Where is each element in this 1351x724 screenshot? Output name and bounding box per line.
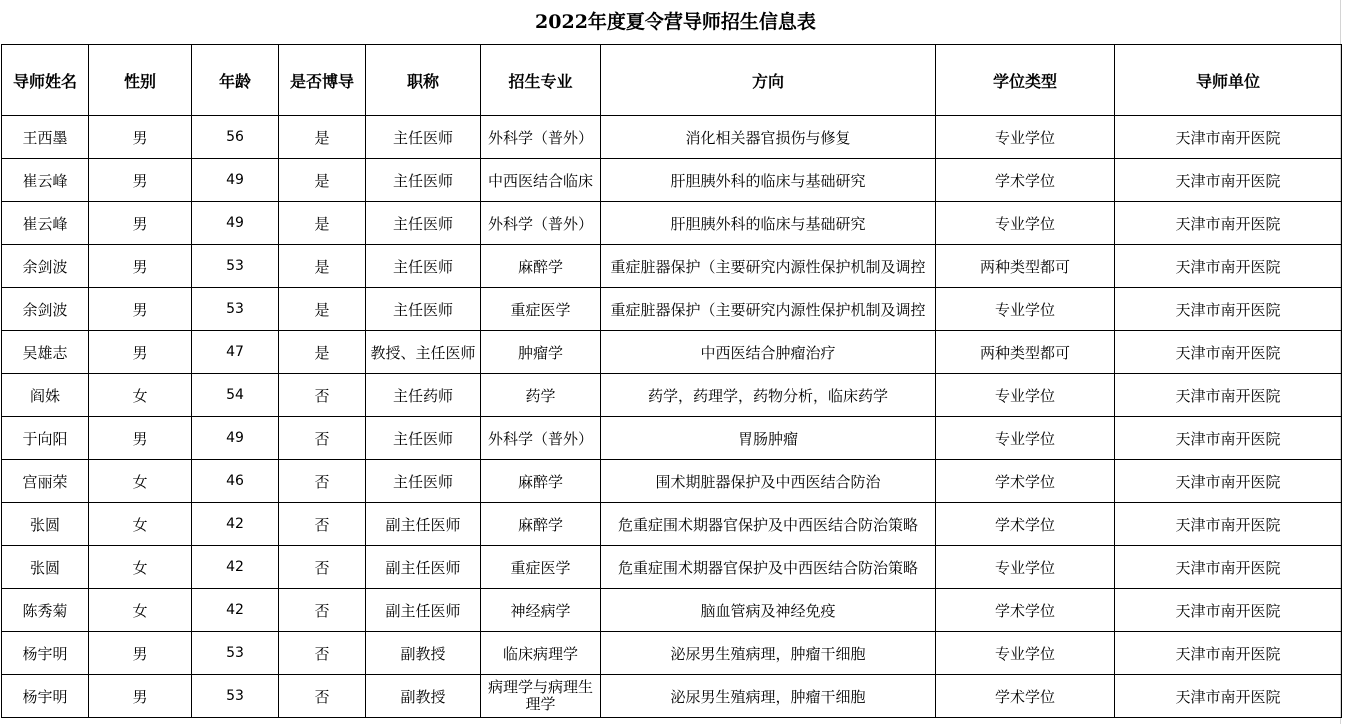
table-row: [2, 202, 1342, 245]
cell-degree-type[interactable]: 学术学位: [936, 675, 1115, 718]
header-major[interactable]: 招生专业: [481, 45, 601, 116]
cell-name[interactable]: 杨宇明: [2, 632, 89, 675]
cell-direction[interactable]: 消化相关器官损伤与修复: [601, 116, 936, 159]
cell-degree-type[interactable]: 专业学位: [936, 288, 1115, 331]
cell-title[interactable]: 主任医师: [366, 460, 481, 503]
cell-age[interactable]: 53: [192, 245, 279, 288]
header-doctoral-supervisor[interactable]: 是否博导: [279, 45, 366, 116]
cell-name[interactable]: 余剑波: [2, 288, 89, 331]
cell-direction[interactable]: 重症脏器保护（主要研究内源性保护机制及调控: [601, 288, 936, 331]
cell-title[interactable]: 教授、主任医师: [366, 331, 481, 374]
header-unit[interactable]: 导师单位: [1115, 45, 1342, 116]
cell-doctoral-supervisor[interactable]: 否: [279, 374, 366, 417]
cell-major[interactable]: 临床病理学: [481, 632, 601, 675]
cell-major[interactable]: 重症医学: [481, 288, 601, 331]
cell-unit[interactable]: 天津市南开医院: [1115, 589, 1342, 632]
cell-gender[interactable]: 女: [89, 503, 192, 546]
cell-name[interactable]: 陈秀菊: [2, 589, 89, 632]
header-row: [2, 45, 1342, 116]
table-row: [2, 589, 1342, 632]
cell-major[interactable]: 麻醉学: [481, 503, 601, 546]
cell-doctoral-supervisor[interactable]: 否: [279, 546, 366, 589]
cell-name[interactable]: 杨宇明: [2, 675, 89, 718]
cell-doctoral-supervisor[interactable]: 是: [279, 202, 366, 245]
header-degree-type[interactable]: 学位类型: [936, 45, 1115, 116]
cell-degree-type[interactable]: 两种类型都可: [936, 331, 1115, 374]
cell-degree-type[interactable]: 学术学位: [936, 460, 1115, 503]
cell-major[interactable]: 神经病学: [481, 589, 601, 632]
cell-direction[interactable]: 危重症围术期器官保护及中西医结合防治策略: [601, 546, 936, 589]
cell-direction[interactable]: 药学，药理学，药物分析，临床药学: [601, 374, 936, 417]
cell-unit[interactable]: 天津市南开医院: [1115, 417, 1342, 460]
cell-unit[interactable]: 天津市南开医院: [1115, 460, 1342, 503]
cell-title[interactable]: 主任医师: [366, 116, 481, 159]
cell-title[interactable]: 副主任医师: [366, 589, 481, 632]
cell-name[interactable]: 于向阳: [2, 417, 89, 460]
cell-name[interactable]: 王西墨: [2, 116, 89, 159]
cell-major[interactable]: 肿瘤学: [481, 331, 601, 374]
cell-direction[interactable]: 中西医结合肿瘤治疗: [601, 331, 936, 374]
cell-unit[interactable]: 天津市南开医院: [1115, 116, 1342, 159]
cell-gender[interactable]: 女: [89, 546, 192, 589]
cell-title[interactable]: 主任医师: [366, 159, 481, 202]
cell-gender[interactable]: 男: [89, 202, 192, 245]
cell-name[interactable]: 宫丽荣: [2, 460, 89, 503]
cell-major[interactable]: 外科学（普外）: [481, 417, 601, 460]
cell-direction[interactable]: 肝胆胰外科的临床与基础研究: [601, 202, 936, 245]
cell-major[interactable]: 病理学与病理生理学: [481, 675, 601, 718]
cell-title[interactable]: 副教授: [366, 632, 481, 675]
cell-title[interactable]: 主任医师: [366, 245, 481, 288]
cell-age[interactable]: 49: [192, 159, 279, 202]
cell-major[interactable]: 重症医学: [481, 546, 601, 589]
cell-age[interactable]: 53: [192, 288, 279, 331]
header-direction[interactable]: 方向: [601, 45, 936, 116]
cell-degree-type[interactable]: 专业学位: [936, 546, 1115, 589]
cell-gender[interactable]: 女: [89, 374, 192, 417]
cell-gender[interactable]: 女: [89, 460, 192, 503]
cell-name[interactable]: 张圆: [2, 546, 89, 589]
cell-name[interactable]: 张圆: [2, 503, 89, 546]
header-title[interactable]: 职称: [366, 45, 481, 116]
cell-unit[interactable]: 天津市南开医院: [1115, 159, 1342, 202]
cell-unit[interactable]: 天津市南开医院: [1115, 632, 1342, 675]
cell-major[interactable]: 药学: [481, 374, 601, 417]
cell-direction[interactable]: 危重症围术期器官保护及中西医结合防治策略: [601, 503, 936, 546]
cell-direction[interactable]: 泌尿男生殖病理，肿瘤干细胞: [601, 675, 936, 718]
header-name[interactable]: 导师姓名: [2, 45, 89, 116]
cell-degree-type[interactable]: 专业学位: [936, 116, 1115, 159]
cell-age[interactable]: 47: [192, 331, 279, 374]
cell-gender[interactable]: 男: [89, 675, 192, 718]
cell-direction[interactable]: 胃肠肿瘤: [601, 417, 936, 460]
cell-gender[interactable]: 男: [89, 159, 192, 202]
cell-unit[interactable]: 天津市南开医院: [1115, 202, 1342, 245]
table-row: [2, 546, 1342, 589]
cell-gender[interactable]: 男: [89, 116, 192, 159]
cell-doctoral-supervisor[interactable]: 是: [279, 159, 366, 202]
sheet-title: 2022年度夏令营导师招生信息表: [535, 11, 816, 33]
cell-unit[interactable]: 天津市南开医院: [1115, 546, 1342, 589]
cell-age[interactable]: 42: [192, 589, 279, 632]
cell-major[interactable]: 麻醉学: [481, 245, 601, 288]
cell-title[interactable]: 副主任医师: [366, 546, 481, 589]
cell-gender[interactable]: 男: [89, 417, 192, 460]
cell-doctoral-supervisor[interactable]: 是: [279, 288, 366, 331]
cell-direction[interactable]: 重症脏器保护（主要研究内源性保护机制及调控: [601, 245, 936, 288]
cell-gender[interactable]: 男: [89, 632, 192, 675]
cell-doctoral-supervisor[interactable]: 是: [279, 245, 366, 288]
header-age[interactable]: 年龄: [192, 45, 279, 116]
cell-gender[interactable]: 男: [89, 288, 192, 331]
table-row: [2, 632, 1342, 675]
cell-direction[interactable]: 围术期脏器保护及中西医结合防治: [601, 460, 936, 503]
cell-doctoral-supervisor[interactable]: 否: [279, 675, 366, 718]
cell-major[interactable]: 外科学（普外）: [481, 116, 601, 159]
cell-gender[interactable]: 男: [89, 331, 192, 374]
cell-doctoral-supervisor[interactable]: 否: [279, 417, 366, 460]
cell-doctoral-supervisor[interactable]: 是: [279, 116, 366, 159]
cell-name[interactable]: 崔云峰: [2, 202, 89, 245]
cell-doctoral-supervisor[interactable]: 否: [279, 632, 366, 675]
cell-direction[interactable]: 脑血管病及神经免疫: [601, 589, 936, 632]
cell-title[interactable]: 主任药师: [366, 374, 481, 417]
cell-direction[interactable]: 肝胆胰外科的临床与基础研究: [601, 159, 936, 202]
table-row: [2, 460, 1342, 503]
cell-name[interactable]: 崔云峰: [2, 159, 89, 202]
cell-degree-type[interactable]: 专业学位: [936, 374, 1115, 417]
cell-degree-type[interactable]: 专业学位: [936, 632, 1115, 675]
table-row: [2, 503, 1342, 546]
table-row: [2, 116, 1342, 159]
cell-title[interactable]: 副主任医师: [366, 503, 481, 546]
cell-age[interactable]: 56: [192, 116, 279, 159]
mentor-table: [1, 44, 1342, 718]
cell-unit[interactable]: 天津市南开医院: [1115, 675, 1342, 718]
cell-title[interactable]: 主任医师: [366, 417, 481, 460]
table-row: [2, 374, 1342, 417]
cell-age[interactable]: 53: [192, 632, 279, 675]
cell-name[interactable]: 吴雄志: [2, 331, 89, 374]
cell-age[interactable]: 49: [192, 202, 279, 245]
cell-doctoral-supervisor[interactable]: 否: [279, 589, 366, 632]
cell-degree-type[interactable]: 学术学位: [936, 159, 1115, 202]
cell-degree-type[interactable]: 学术学位: [936, 589, 1115, 632]
cell-doctoral-supervisor[interactable]: 否: [279, 503, 366, 546]
cell-degree-type[interactable]: 专业学位: [936, 417, 1115, 460]
cell-unit[interactable]: 天津市南开医院: [1115, 331, 1342, 374]
table-row: [2, 159, 1342, 202]
cell-unit[interactable]: 天津市南开医院: [1115, 503, 1342, 546]
cell-major[interactable]: 外科学（普外）: [481, 202, 601, 245]
cell-name[interactable]: 阎姝: [2, 374, 89, 417]
cell-gender[interactable]: 男: [89, 245, 192, 288]
cell-doctoral-supervisor[interactable]: 是: [279, 331, 366, 374]
table-row: [2, 288, 1342, 331]
cell-title[interactable]: 主任医师: [366, 288, 481, 331]
cell-age[interactable]: 42: [192, 546, 279, 589]
cell-unit[interactable]: 天津市南开医院: [1115, 374, 1342, 417]
cell-age[interactable]: 54: [192, 374, 279, 417]
table-row: [2, 331, 1342, 374]
cell-direction[interactable]: 泌尿男生殖病理，肿瘤干细胞: [601, 632, 936, 675]
table-row: [2, 417, 1342, 460]
cell-degree-type[interactable]: 两种类型都可: [936, 245, 1115, 288]
cell-gender[interactable]: 女: [89, 589, 192, 632]
cell-degree-type[interactable]: 专业学位: [936, 202, 1115, 245]
cell-major[interactable]: 中西医结合临床: [481, 159, 601, 202]
cell-age[interactable]: 42: [192, 503, 279, 546]
cell-unit[interactable]: 天津市南开医院: [1115, 245, 1342, 288]
table-row: [2, 245, 1342, 288]
cell-age[interactable]: 49: [192, 417, 279, 460]
header-gender[interactable]: 性别: [89, 45, 192, 116]
cell-age[interactable]: 53: [192, 675, 279, 718]
cell-doctoral-supervisor[interactable]: 否: [279, 460, 366, 503]
cell-name[interactable]: 余剑波: [2, 245, 89, 288]
cell-major[interactable]: 麻醉学: [481, 460, 601, 503]
cell-title[interactable]: 副教授: [366, 675, 481, 718]
table-row: [2, 675, 1342, 718]
cell-degree-type[interactable]: 学术学位: [936, 503, 1115, 546]
cell-unit[interactable]: 天津市南开医院: [1115, 288, 1342, 331]
cell-age[interactable]: 46: [192, 460, 279, 503]
cell-title[interactable]: 主任医师: [366, 202, 481, 245]
